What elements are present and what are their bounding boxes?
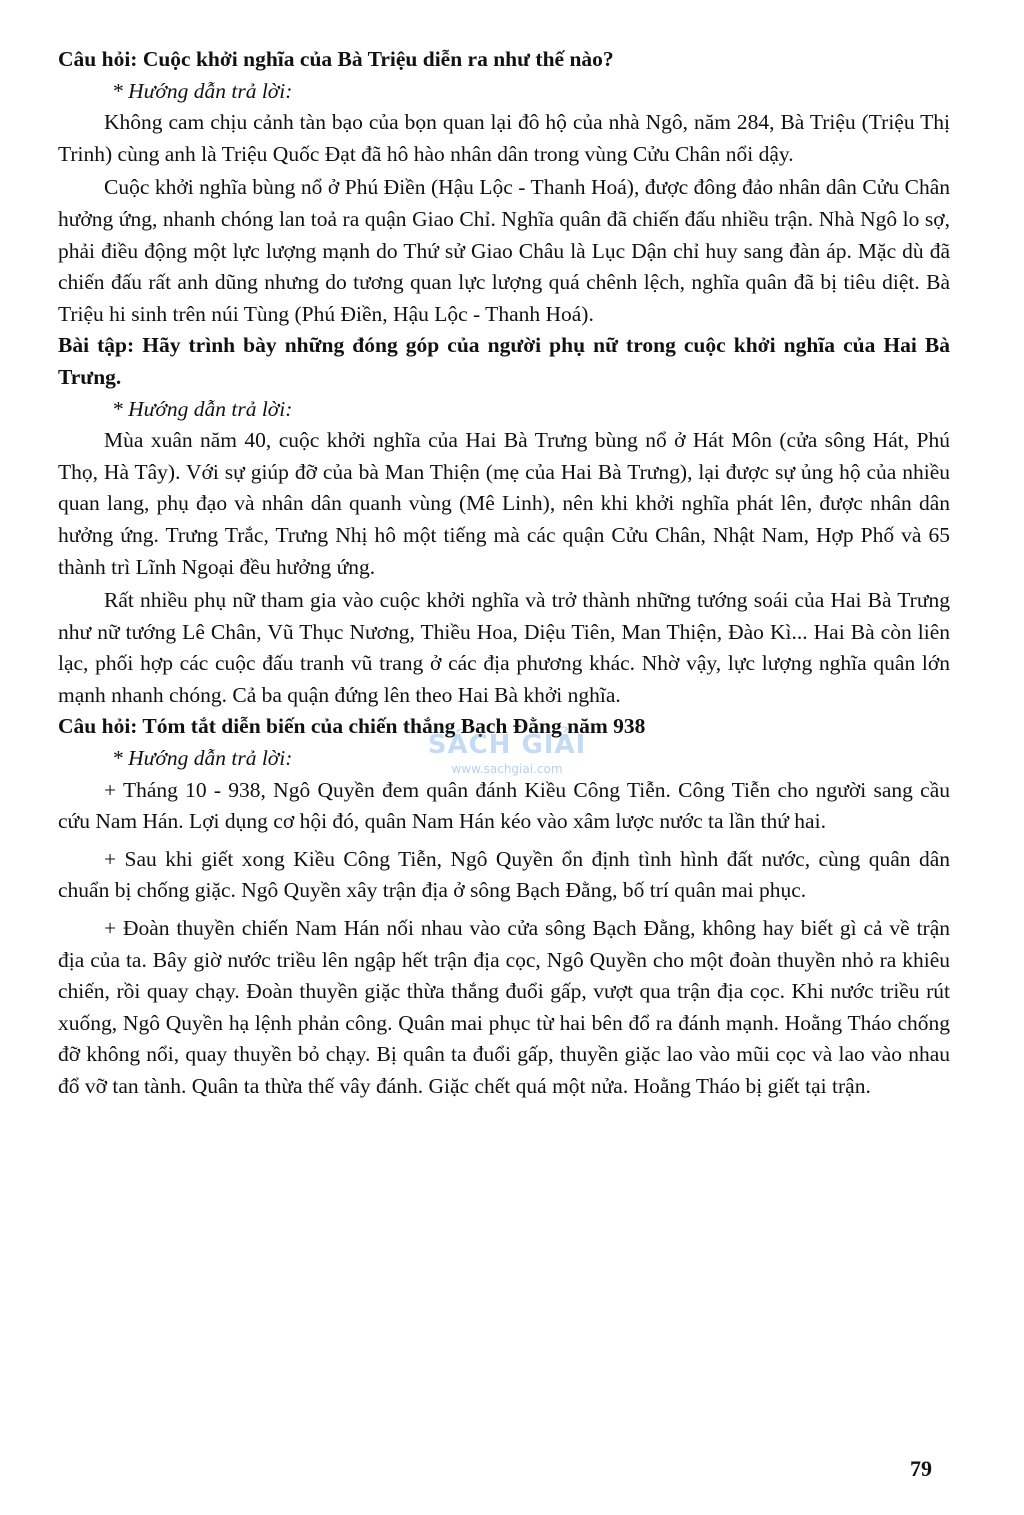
answer-guide-label: * Hướng dẫn trả lời: — [112, 746, 293, 771]
paragraph: Cuộc khởi nghĩa bùng nổ ở Phú Điền (Hậu Lộc - Thanh Hoá), được đông đảo nhân dân Cửu Chân hưởng ứng, nhanh chóng lan toả ra quận Giao Chỉ. Nghĩa quân đã chiến đấu nhiều trận. Nhà Ngô lo sợ, phải điều động một lực lượng mạnh do Thứ sử Giao Châu là Lục Dận chỉ huy sang đàn áp. Mặc dù đã chiến đấu rất anh dũng nhưng do tương quan lực lượng quá chênh lệch, nghĩa quân đã bị tiêu diệt. Bà Triệu hi sinh trên núi Tùng (Phú Điền, Hậu Lộc - Thanh Hoá). — [58, 175, 950, 326]
page-content — [58, 44, 950, 1103]
paragraph: Rất nhiều phụ nữ tham gia vào cuộc khởi nghĩa và trở thành những tướng soái của Hai Bà Trưng như nữ tướng Lê Chân, Vũ Thục Nương, Thiều Hoa, Diệu Tiên, Man Thiện, Đào Kì... Hai Bà còn liên lạc, phối hợp các cuộc đấu tranh vũ trang ở các địa phương khác. Nhờ vậy, lực lượng nghĩa quân lớn mạnh nhanh chóng. Cả ba quận đứng lên theo Hai Bà khởi nghĩa. — [58, 588, 950, 707]
paragraph: Không cam chịu cảnh tàn bạo của bọn quan lại đô hộ của nhà Ngô, năm 284, Bà Triệu (Triệu Thị Trinh) cùng anh là Triệu Quốc Đạt đã hô hào nhân dân trong vùng Cửu Chân nổi dậy. — [58, 110, 950, 166]
page-number: 79 — [910, 1456, 932, 1481]
paragraph: Mùa xuân năm 40, cuộc khởi nghĩa của Hai Bà Trưng bùng nổ ở Hát Môn (cửa sông Hát, Phú Thọ, Hà Tây). Với sự giúp đỡ của bà Man Thiện (mẹ của Hai Bà Trưng), lại được sự ủng hộ của nhiều quan lang, phụ đạo và nhân dân quanh vùng (Mê Linh), nên khi khởi nghĩa phát lên, được nhân dân hưởng ứng. Trưng Trắc, Trưng Nhị hô một tiếng mà các quận Cửu Chân, Nhật Nam, Hợp Phố và 65 thành trì Lĩnh Ngoại đều hưởng ứng. — [58, 428, 950, 579]
bullet-paragraph: + Tháng 10 - 938, Ngô Quyền đem quân đánh Kiều Công Tiễn. Công Tiễn cho người sang cầu cứu Nam Hán. Lợi dụng cơ hội đó, quân Nam Hán kéo vào xâm lược nước ta lần thứ hai. — [58, 777, 950, 834]
answer-guide-label: * Hướng dẫn trả lời: — [112, 78, 293, 103]
watermark-text: SÁCH GIẢI — [427, 730, 587, 760]
question-heading-ba-trieu: Câu hỏi: Cuộc khởi nghĩa của Bà Triệu diễn ra như thế nào? — [58, 47, 614, 71]
bullet-paragraph: + Sau khi giết xong Kiều Công Tiễn, Ngô Quyền ổn định tình hình đất nước, cùng quân dân chuẩn bị chống giặc. Ngô Quyền xây trận địa ở sông Bạch Đằng, bố trí quân mai phục. — [58, 846, 950, 903]
question-heading-bach-dang: Câu hỏi: Tóm tắt diễn biến của chiến thắng Bạch Đằng năm 938 — [58, 714, 646, 739]
answer-guide-label: * Hướng dẫn trả lời: — [112, 396, 293, 421]
watermark-url: www.sachgiai.com — [451, 762, 563, 776]
bullet-paragraph: + Đoàn thuyền chiến Nam Hán nối nhau vào cửa sông Bạch Đằng, không hay biết gì cả về trận địa của ta. Bây giờ nước triều lên ngập hết trận địa cọc, Ngô Quyền cho một đoàn thuyền nhỏ ra khiêu chiến, rồi quay chạy. Đoàn thuyền giặc thừa thắng đuổi gấp, vượt qua trận địa cọc. Khi nước triều rút xuống, Ngô Quyền hạ lệnh phản công. Quân mai phục từ hai bên đổ ra đánh mạnh. Hoằng Tháo chống đỡ không nổi, quay thuyền bỏ chạy. Bị quân ta đuổi gấp, thuyền giặc lao vào mũi cọc và lao vào nhau đổ vỡ tan tành. Quân ta thừa thế vây đánh. Giặc chết quá một nửa. Hoằng Tháo bị giết tại trận. — [58, 916, 950, 1098]
exercise-heading-hai-ba-trung: Bài tập: Hãy trình bày những đóng góp của người phụ nữ trong cuộc khởi nghĩa của Hai Bà Trưng. — [58, 333, 950, 389]
